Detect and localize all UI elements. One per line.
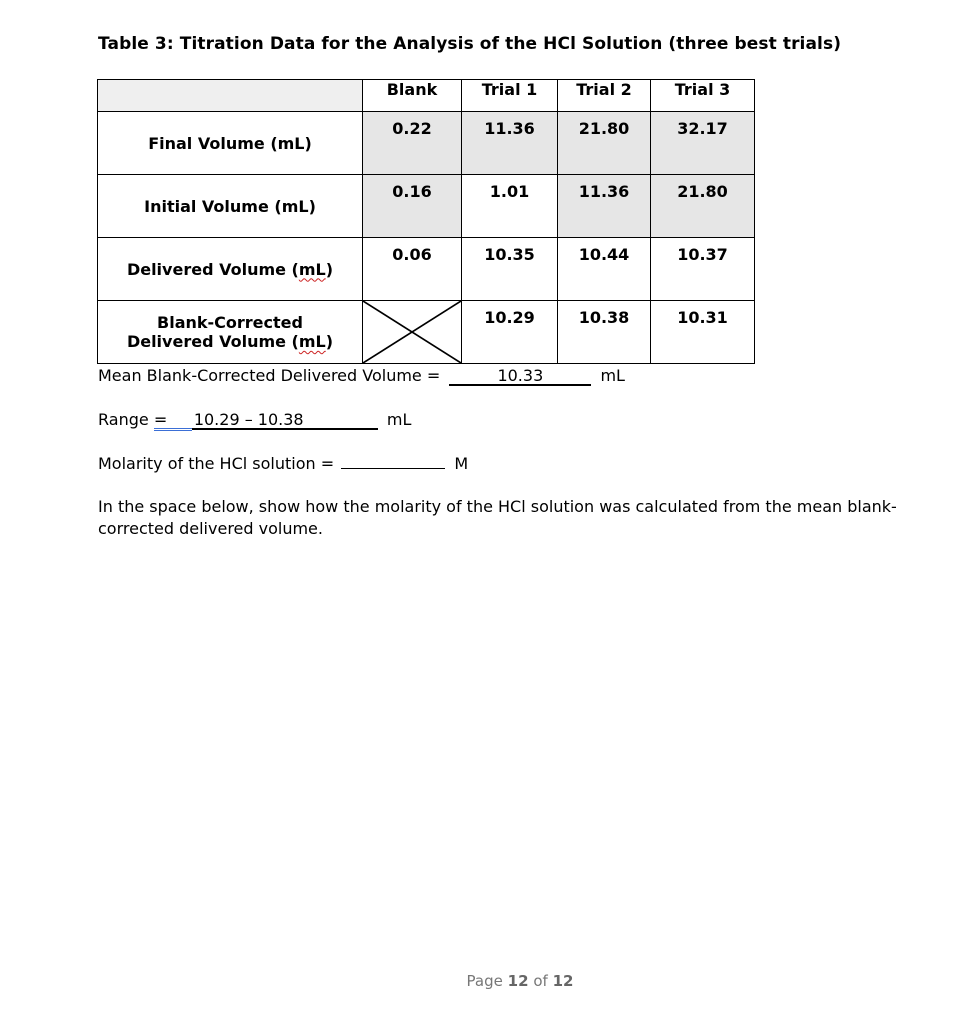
row-label-text: Delivered Volume ( <box>126 332 299 351</box>
row-label-line-2 <box>98 332 362 351</box>
column-header-trial-2: Trial 2 <box>558 80 651 112</box>
page-prefix: Page <box>466 972 503 990</box>
titration-table <box>97 79 755 364</box>
table-cell: 0.22 <box>363 112 462 175</box>
page-number <box>0 972 978 990</box>
mean-answer-field[interactable] <box>449 367 591 386</box>
molarity-label: Molarity of the HCl solution = <box>98 454 335 473</box>
molarity-line <box>98 454 468 473</box>
range-line <box>98 410 411 431</box>
range-unit: mL <box>386 410 412 429</box>
row-label: Final Volume (mL) <box>98 112 363 175</box>
table-cell: 21.80 <box>558 112 651 175</box>
row-label-end: ) <box>325 259 334 279</box>
range-answer-field[interactable] <box>192 411 378 430</box>
range-label: Range <box>98 410 149 429</box>
molarity-answer-field[interactable] <box>341 468 445 469</box>
row-label: Initial Volume (mL) <box>98 175 363 238</box>
table-row-final-volume <box>98 112 755 175</box>
table-row-delivered-volume <box>98 238 755 301</box>
row-label <box>98 301 363 364</box>
table-header-row <box>98 80 755 112</box>
row-label-unit: mL <box>298 332 326 351</box>
header-corner-cell <box>98 80 363 112</box>
page-of: of <box>533 972 548 990</box>
row-label-unit: mL <box>298 259 326 279</box>
page-total: 12 <box>552 972 574 990</box>
table-cell: 10.29 <box>462 301 558 364</box>
table-cell: 10.31 <box>651 301 755 364</box>
column-header-trial-3: Trial 3 <box>651 80 755 112</box>
row-label-end: ) <box>325 332 334 351</box>
table-cell: 0.06 <box>363 238 462 301</box>
range-equals-sign: = <box>154 412 192 431</box>
table-cell: 21.80 <box>651 175 755 238</box>
mean-label: Mean Blank-Corrected Delivered Volume = <box>98 366 441 385</box>
row-label-text: Delivered Volume ( <box>126 259 299 279</box>
table-cell: 32.17 <box>651 112 755 175</box>
mean-value: 10.33 <box>497 366 544 385</box>
instruction-text: In the space below, show how the molarity of the HCl solution was calculated from the mean blank-corrected delivered volume. <box>98 497 897 538</box>
molarity-unit: M <box>454 454 469 473</box>
table-cell: 10.37 <box>651 238 755 301</box>
mean-unit: mL <box>600 366 625 385</box>
row-label-line-1: Blank-Corrected <box>157 313 303 332</box>
crossed-out-cell <box>363 301 462 364</box>
table-title: Table 3: Titration Data for the Analysis of the HCl Solution (three best trials) <box>98 34 842 54</box>
cross-mark-icon <box>363 301 461 363</box>
table-row-blank-corrected <box>98 301 755 364</box>
mean-line <box>98 366 625 386</box>
column-header-trial-1: Trial 1 <box>462 80 558 112</box>
column-header-blank: Blank <box>363 80 462 112</box>
table-cell: 11.36 <box>462 112 558 175</box>
table-row-initial-volume <box>98 175 755 238</box>
range-value: 10.29 – 10.38 <box>193 410 304 429</box>
table-cell: 10.44 <box>558 238 651 301</box>
table-cell: 10.38 <box>558 301 651 364</box>
table-cell: 1.01 <box>462 175 558 238</box>
table-cell: 11.36 <box>558 175 651 238</box>
table-cell: 0.16 <box>363 175 462 238</box>
row-label <box>98 238 363 301</box>
table-cell: 10.35 <box>462 238 558 301</box>
page-current: 12 <box>507 972 529 990</box>
